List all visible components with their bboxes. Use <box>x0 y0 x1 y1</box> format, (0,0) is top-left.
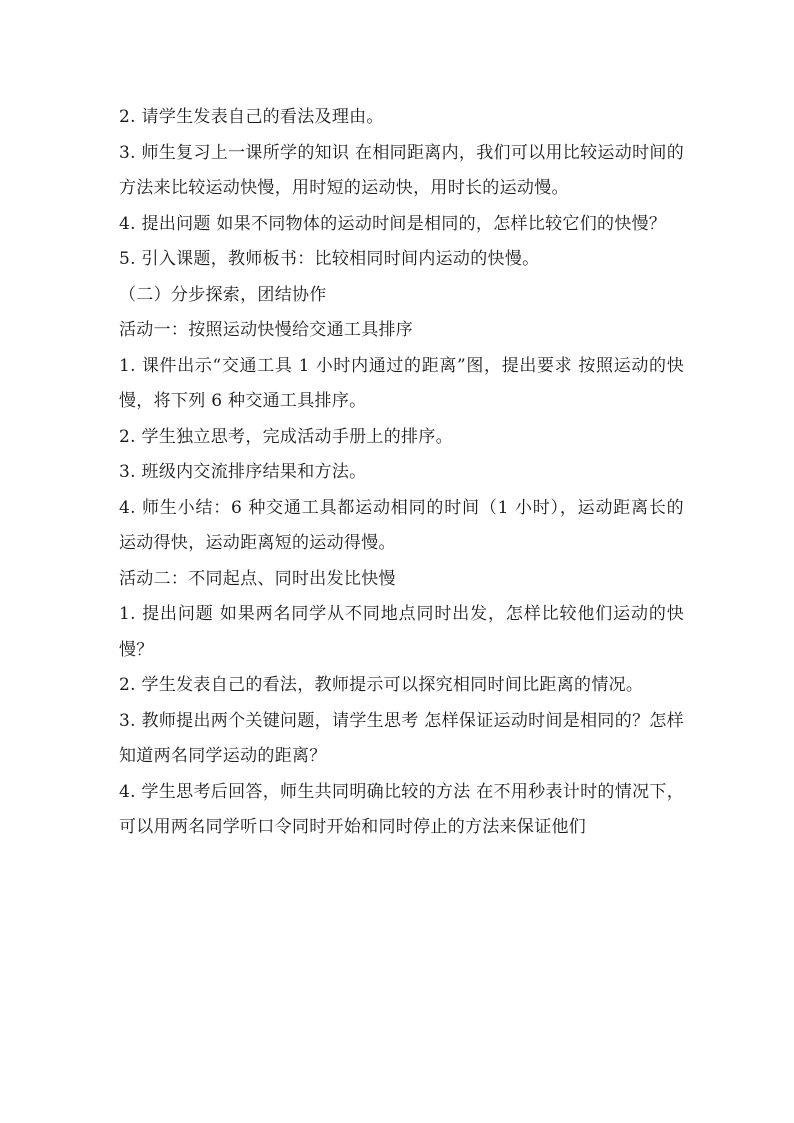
activity-one-step-4: 4. 师生小结：6 种交通工具都运动相同的时间（1 小时），运动距离长的运动得快，运动距离短的运动得慢。 <box>119 497 684 553</box>
paragraph-step-4: 4. 提出问题 如果不同物体的运动时间是相同的，怎样比较它们的快慢？ <box>119 213 667 234</box>
activity-one-step-3: 3. 班级内交流排序结果和方法。 <box>119 462 367 482</box>
activity-two-step-1: 1. 提出问题 如果两名同学从不同地点同时出发，怎样比较他们运动的快慢？ <box>119 604 684 660</box>
activity-one-step-2: 2. 学生独立思考，完成活动手册上的排序。 <box>119 426 453 447</box>
activity-two-heading: 活动二：不同起点、同时出发比快慢 <box>119 568 396 589</box>
paragraph-step-5: 5. 引入课题，教师板书：比较相同时间内运动的快慢。 <box>119 249 540 269</box>
activity-two-step-4: 4. 学生思考后回答，师生共同明确比较的方法 在不用秒表计时的情况下，可以用两名同学听口令同时开始和同时停止的方法来保证他们 <box>119 781 684 837</box>
paragraph-step-3: 3. 师生复习上一课所学的知识 在相同距离内，我们可以用比较运动时间的方法来比较运动快慢，用时短的运动快，用时长的运动慢。 <box>119 142 684 198</box>
activity-two-step-3: 3. 教师提出两个关键问题，请学生思考 怎样保证运动时间是相同的？怎样知道两名同学运动的距离？ <box>119 710 684 766</box>
paragraph-step-2: 2. 请学生发表自己的看法及理由。 <box>119 107 384 127</box>
activity-one-heading: 活动一：按照运动快慢给交通工具排序 <box>119 320 414 340</box>
activity-one-step-1: 1. 课件出示“交通工具 1 小时内通过的距离”图，提出要求 按照运动的快慢，将下列 6 种交通工具排序。 <box>119 355 684 411</box>
activity-two-step-2: 2. 学生发表自己的看法，教师提示可以探究相同时间比距离的情况。 <box>119 675 644 695</box>
document-body <box>119 100 684 846</box>
section-heading: （二）分步探索，团结协作 <box>119 284 327 305</box>
